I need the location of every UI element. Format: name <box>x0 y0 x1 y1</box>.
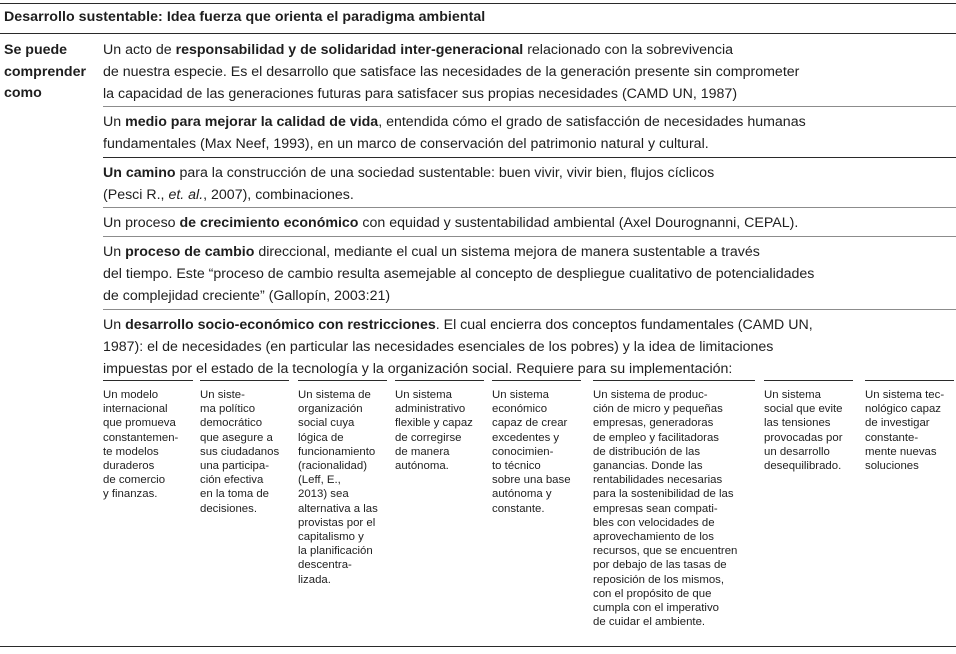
requirement-column <box>395 380 484 473</box>
column-rule <box>593 380 755 381</box>
row-label-line: como <box>4 85 42 101</box>
column-text-line: Un sistema <box>764 389 821 401</box>
column-text-line: autónoma. <box>395 460 449 473</box>
column-text-line: descentra- <box>298 559 352 572</box>
column-text-line: Un sistema <box>395 389 452 401</box>
row-label-line: comprender <box>4 63 86 80</box>
column-rule <box>865 380 954 381</box>
row-label <box>4 40 100 105</box>
column-rule <box>492 380 581 381</box>
column-text-line: (Leff, E., <box>298 474 341 487</box>
row-text-line: de nuestra especie. Es el desarrollo que satisface las necesidades de la generación presente sin comprometer <box>103 63 800 80</box>
requirement-column <box>298 380 387 587</box>
row-divider <box>103 106 956 107</box>
column-text-line: organización <box>298 403 363 416</box>
table-top-border <box>0 3 956 4</box>
column-text-line: (racionalidad) <box>298 460 368 473</box>
column-text-line: mente nuevas <box>865 445 937 458</box>
row-text-line: Un camino para la construcción de una sociedad sustentable: buen vivir, vivir bien, flujos cíclicos <box>103 165 715 181</box>
column-text-line: desequilibrado. <box>764 460 842 473</box>
column-text-line: autónoma y <box>492 488 552 501</box>
row-text-line: del tiempo. Este “proceso de cambio resulta asemejable al concepto de despliegue cualitativo de potencialidades <box>103 265 815 282</box>
column-text-line: lógica de <box>298 431 344 444</box>
column-text-line: de comercio <box>103 474 166 487</box>
column-text-line: aprovechamiento de los <box>593 531 714 544</box>
column-text-line: Un sistema <box>492 389 549 401</box>
column-text-line: te modelos <box>103 445 159 458</box>
table-row <box>103 242 814 307</box>
column-text-line: administrativo <box>395 403 466 416</box>
row-text-line: Un proceso de crecimiento económico con equidad y sustentabilidad ambiental (Axel Dourognanni, CEPAL). <box>103 215 799 231</box>
column-rule <box>298 380 387 381</box>
column-text-line: conocimien- <box>492 445 554 458</box>
column-text-line: nológico capaz <box>865 403 941 416</box>
column-text-line: capitalismo y <box>298 531 364 544</box>
row-text-line: impuestas por el estado de la tecnología y la organización social. Requiere para su implementación: <box>103 360 733 377</box>
column-text-line: constante. <box>492 502 545 515</box>
row-text-line: la capacidad de las generaciones futuras para satisfacer sus propias necesidades (CAMD UN, 1987) <box>103 85 738 102</box>
requirement-column <box>492 380 581 516</box>
column-text-line: reposición de los mismos, <box>593 573 725 586</box>
column-text-line: flexible y capaz <box>395 417 473 430</box>
row-text-line: Un desarrollo socio-económico con restricciones. El cual encierra dos conceptos fundamentales (CAMD UN, <box>103 317 813 333</box>
column-text-line: que promueva <box>103 417 176 430</box>
row-text-line: (Pesci R., et. al., 2007), combinaciones. <box>103 186 354 203</box>
column-text-line: social que evite <box>764 403 843 416</box>
column-text-line: democrático <box>200 417 263 430</box>
column-text-line: la planificación <box>298 545 373 558</box>
column-text-line: duraderos <box>103 460 155 473</box>
row-text-line: 1987): el de necesidades (en particular las necesidades esenciales de los pobres) y la idea de limitaciones <box>103 338 774 355</box>
column-text-line: de distribución de las <box>593 445 701 458</box>
column-text-line: de corregirse <box>395 431 462 444</box>
column-text-line: Un sistema tec- <box>865 389 945 401</box>
table-row <box>103 112 806 156</box>
table-row <box>103 163 714 207</box>
column-text-line: de cuidar el ambiente. <box>593 616 706 629</box>
column-rule <box>103 380 193 381</box>
column-text-line: y finanzas. <box>103 488 158 501</box>
column-text-line: Un modelo <box>103 389 159 401</box>
table-row <box>103 40 799 105</box>
column-text-line: un desarrollo <box>764 445 830 458</box>
column-text-line: capaz de crear <box>492 417 568 430</box>
column-text-line: para la sostenibilidad de las <box>593 488 734 501</box>
column-rule <box>395 380 484 381</box>
column-text-line: de empleo y facilitadoras <box>593 431 719 444</box>
column-rule <box>200 380 289 381</box>
title-divider <box>0 33 956 34</box>
row-divider <box>103 157 956 158</box>
column-text-line: Un sistema de produc- <box>593 389 708 401</box>
column-text-line: to técnico <box>492 460 541 473</box>
requirement-column <box>593 380 755 629</box>
column-text-line: por debajo de las tasas de <box>593 559 727 572</box>
requirement-column <box>200 380 289 516</box>
column-text-line: Un sistema de <box>298 389 371 401</box>
column-text-line: las tensiones <box>764 417 831 430</box>
row-divider <box>103 236 956 237</box>
column-text-line: Un siste- <box>200 389 245 401</box>
column-text-line: excedentes y <box>492 431 560 444</box>
column-text-line: sus ciudadanos <box>200 445 280 458</box>
column-text-line: ma político <box>200 403 256 416</box>
column-text-line: constante- <box>865 431 919 444</box>
column-rule <box>764 380 853 381</box>
row-label-line: Se puede <box>4 42 68 58</box>
row-text-line: fundamentales (Max Neef, 1993), en un marco de conservación del patrimonio natural y cultural. <box>103 135 709 152</box>
requirement-column <box>764 380 853 473</box>
column-text-line: en la toma de <box>200 488 270 501</box>
column-text-line: económico <box>492 403 548 416</box>
column-text-line: alternativa a las <box>298 502 378 515</box>
column-text-line: una participa- <box>200 460 270 473</box>
row-text-line: Un acto de responsabilidad y de solidaridad inter-generacional relacionado con la sobrevivencia <box>103 42 734 58</box>
table-title: Desarrollo sustentable: Idea fuerza que orienta el paradigma ambiental <box>4 9 486 25</box>
column-text-line: de investigar <box>865 417 930 430</box>
column-text-line: que asegure a <box>200 431 273 444</box>
column-text-line: sobre una base <box>492 474 571 487</box>
row-text-line: de complejidad creciente” (Gallopín, 2003:21) <box>103 287 391 304</box>
column-text-line: cumpla con el imperativo <box>593 602 719 615</box>
row-text-line: Un medio para mejorar la calidad de vida, entendida cómo el grado de satisfacción de necesidades humanas <box>103 114 806 130</box>
column-text-line: internacional <box>103 403 168 416</box>
row-divider <box>103 207 956 208</box>
requirement-column <box>865 380 954 473</box>
column-text-line: ción de micro y pequeñas <box>593 403 723 416</box>
table-row <box>103 213 798 235</box>
column-text-line: empresas sean compati- <box>593 502 718 515</box>
column-text-line: soluciones <box>865 460 919 473</box>
column-text-line: rentabilidades necesarias <box>593 474 723 487</box>
column-text-line: lizada. <box>298 573 331 586</box>
row-text-line: Un proceso de cambio direccional, mediante el cual un sistema mejora de manera sustentable a través <box>103 244 760 260</box>
requirement-column <box>103 380 193 502</box>
column-text-line: provocadas por <box>764 431 843 444</box>
column-text-line: funcionamiento <box>298 445 376 458</box>
table-bottom-border <box>0 646 956 647</box>
column-text-line: empresas, generadoras <box>593 417 714 430</box>
column-text-line: recursos, que se encuentren <box>593 545 738 558</box>
column-text-line: de manera <box>395 445 450 458</box>
column-text-line: provistas por el <box>298 516 376 529</box>
table-row <box>103 315 813 380</box>
column-text-line: ción efectiva <box>200 474 264 487</box>
column-text-line: 2013) sea <box>298 488 349 501</box>
column-text-line: social cuya <box>298 417 355 430</box>
column-text-line: decisiones. <box>200 502 257 515</box>
column-text-line: constantemen- <box>103 431 179 444</box>
row-divider <box>103 309 956 310</box>
column-text-line: bles con velocidades de <box>593 516 715 529</box>
column-text-line: ganancias. Donde las <box>593 460 703 473</box>
column-text-line: con el propósito de que <box>593 587 712 600</box>
